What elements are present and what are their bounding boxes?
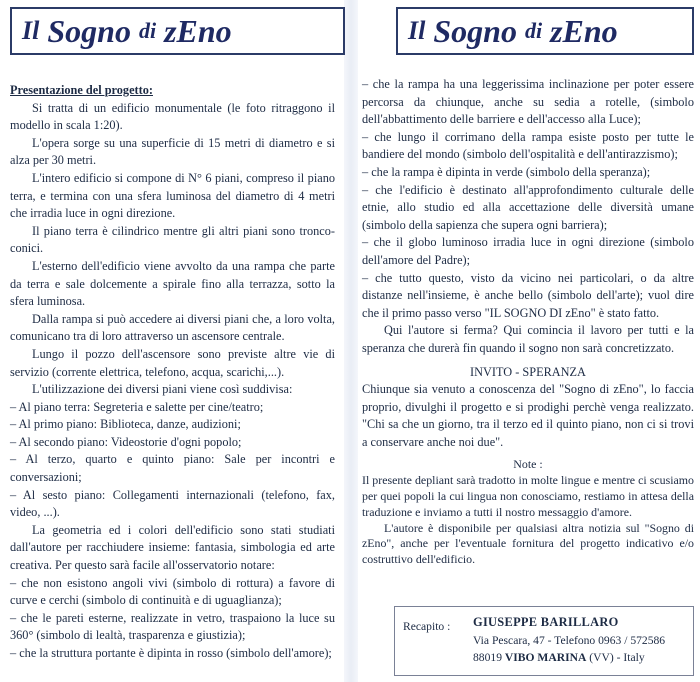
contact-cap: 88019 — [473, 651, 502, 664]
paragraph: Dalla rampa si può accedere ai diversi piani che, a loro volta, comunicano tra di loro attraverso un ascensore centrale. — [10, 311, 335, 344]
paragraph: L'utilizzazione dei diversi piani viene così suddivisa: — [32, 382, 293, 397]
list-item: – che non esistono angoli vivi (simbolo di rottura) a favore di curve e cerchi (simbolo di continuità e di uguaglianza); — [10, 575, 335, 608]
note-paragraph: Il presente depliant sarà tradotto in molte lingue e mentre ci scusiamo per quei popoli la cui lingua non conosciamo, restiamo in attesa della traduzione e inviamo a tutti il nostro messaggio d'amore. — [362, 473, 694, 519]
contact-city-line — [473, 650, 645, 666]
list-item: – Al piano terra: Segreteria e salette per cine/teatro; — [10, 399, 264, 414]
title-box-right — [396, 7, 694, 55]
note-heading: Note : — [513, 457, 543, 472]
paragraph: Il piano terra è cilindrico mentre gli altri piani sono tronco-conici. — [10, 223, 335, 256]
title-word: Sogno — [433, 12, 517, 49]
list-item: – che la rampa è dipinta in verde (simbolo della speranza); — [362, 164, 651, 179]
title-word: Il — [22, 16, 40, 45]
contact-box — [394, 606, 694, 676]
title-word: Sogno — [47, 12, 131, 49]
contact-name: GIUSEPPE BARILLARO — [473, 615, 619, 629]
right-page — [358, 0, 700, 682]
paragraph: L'esterno dell'edificio viene avvolto da una rampa che parte da terra e sale dolcemente a spirale fino alla terrazza, sotto la sfera luminosa. — [10, 258, 335, 309]
list-item: – che l'edificio è destinato all'approfondimento culturale delle etnie, allo studio ed alla accettazione delle diversità umane (simbolo della sapienza che supera ogni barriera); — [362, 182, 694, 232]
title-word: di — [524, 18, 543, 43]
list-item: – che tutto questo, visto da vicino nei particolari, o da altre distanze nell'insieme, è anche bello (simbolo dell'arte); vuol dire che il primo passo verso "IL SOGNO DI zEno" è stato fatto. — [362, 270, 694, 320]
invito-text: Chiunque sia venuto a conoscenza del "Sogno di zEno", lo faccia proprio, divulghi il progetto e si prodighi perchè venga realizzato. "Chi sa che un giorno, tra il terzo ed il quinto piano, non ci si trovi a conservare anche noi due". — [362, 382, 694, 449]
right-body — [362, 76, 694, 568]
list-item: – che la rampa ha una leggerissima inclinazione per poter essere percorsa da chiunque, anche su sedia a rotelle, (simbolo dell'abbattimento delle barriere e dell'accesso alla Luce); — [362, 77, 694, 127]
page-title — [12, 9, 343, 53]
note-paragraph: L'autore è disponibile per qualsiasi altra notizia sul "Sogno di zEno", anche per l'eventuale fornitura del progetto indicativo e/o costruttivo dell'edificio. — [362, 520, 694, 567]
list-item: – che la struttura portante è dipinta in rosso (simbolo dell'amore); — [10, 646, 332, 660]
contact-country: (VV) - Italy — [589, 651, 645, 664]
list-item: – Al primo piano: Biblioteca, danze, audizioni; — [10, 417, 241, 432]
title-word: Il — [408, 16, 426, 45]
page-fold — [344, 0, 358, 682]
paragraph: L'intero edificio si compone di N° 6 piani, compreso il piano terra, e termina con una sfera luminosa del diametro di 4 metri che irradia luce in ogni direzione. — [10, 170, 335, 221]
list-item: – Al secondo piano: Videostorie d'ogni popolo; — [10, 434, 242, 449]
list-item: – che lungo il corrimano della rampa esiste posto per tutte le bandiere del mondo (simbolo dell'ospitalità e dell'antirazzismo); — [362, 129, 694, 162]
section-heading: Presentazione del progetto: — [10, 83, 153, 97]
invito-heading: INVITO - SPERANZA — [470, 364, 586, 379]
list-item: – che le pareti esterne, realizzate in vetro, traspaiono la luce su 360° (simbolo di lealtà, trasparenza e giustizia); — [10, 610, 335, 643]
page-title — [398, 9, 692, 53]
title-word: zEno — [550, 12, 618, 49]
paragraph: Qui l'autore si ferma? Qui comincia il lavoro per tutti e la speranza che durerà fin quando il sogno non sarà concretizzato. — [362, 323, 694, 355]
contact-label: Recapito : — [403, 620, 451, 633]
paragraph: La geometria ed i colori dell'edificio sono stati studiati dall'autore per racchiudere insieme: fantasia, simbologia ed arte creativa. Per questo sarà facile all'osservatorio notare: — [10, 522, 335, 573]
paragraph: L'opera sorge su una superficie di 15 metri di diametro e si alza per 30 metri. — [10, 135, 335, 168]
title-word: zEno — [164, 12, 232, 49]
left-body — [10, 82, 335, 663]
contact-address: Via Pescara, 47 - Telefono 0963 / 572586 — [473, 634, 666, 647]
paragraph: Si tratta di un edificio monumentale (le foto ritraggono il modello in scala 1:20). — [10, 100, 335, 133]
list-item: – Al sesto piano: Collegamenti internazionali (telefono, fax, video, ...). — [10, 487, 335, 520]
list-item: – Al terzo, quarto e quinto piano: Sale per incontri e conversazioni; — [10, 452, 335, 485]
left-page — [0, 0, 344, 682]
paragraph: Lungo il pozzo dell'ascensore sono previste altre vie di servizio (corrente elettrica, telefono, acqua, scarichi,...). — [10, 346, 335, 379]
title-word: di — [138, 18, 157, 43]
title-box-left — [10, 7, 345, 55]
contact-city: VIBO MARINA — [504, 651, 587, 664]
list-item: – che il globo luminoso irradia luce in ogni direzione (simbolo dell'amore del Padre); — [362, 235, 694, 267]
